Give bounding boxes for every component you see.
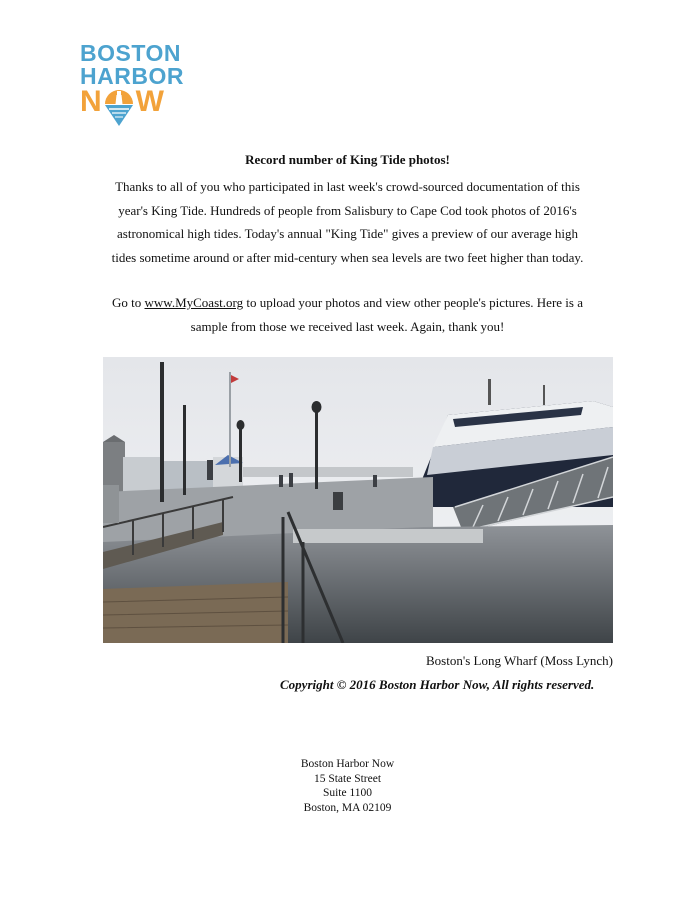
copyright-notice: Copyright © 2016 Boston Harbor Now, All rights reserved.: [280, 677, 595, 692]
photo-caption: Boston's Long Wharf (Moss Lynch): [426, 653, 613, 668]
logo-text-boston: BOSTON: [80, 40, 181, 66]
upload-line-1: [90, 291, 605, 315]
address-suite: Suite 1100: [322, 787, 373, 799]
logo-letter-n: N: [80, 85, 102, 118]
logo-text-harbor: HARBOR: [80, 63, 184, 89]
upload-line-2: sample from those we received last week. Again, thank you!: [190, 318, 505, 334]
newsletter-title: Record number of King Tide photos!: [245, 152, 450, 167]
boston-harbor-now-logo: [80, 42, 185, 128]
intro-paragraph: [90, 175, 605, 269]
mailing-address: [0, 757, 695, 815]
intro-line-2: year's King Tide. Hundreds of people from Salisbury to Cape Cod took photos of 2016's: [118, 202, 577, 218]
logo-letter-w: W: [135, 85, 164, 118]
upload-suffix: to upload your photos and view other people's pictures. Here is a: [243, 295, 583, 310]
intro-line-1: Thanks to all of you who participated in last week's crowd-sourced documentation of this: [115, 179, 580, 194]
long-wharf-flood-photo: [103, 357, 613, 643]
address-org: Boston Harbor Now: [300, 758, 395, 770]
mycoast-link[interactable]: www.MyCoast.org: [144, 295, 244, 310]
lighthouse-sunset-icon: [103, 88, 135, 128]
address-street: 15 State Street: [313, 772, 382, 785]
upload-prefix: Go to: [112, 295, 145, 310]
upload-paragraph: [90, 291, 605, 338]
intro-line-4: tides sometime around or after mid-century when sea levels are two feet higher than today.: [111, 249, 584, 265]
logo-now-row: [80, 85, 185, 118]
intro-line-3: astronomical high tides. Today's annual "King Tide" gives a preview of our average high: [117, 226, 578, 241]
address-city: Boston, MA 02109: [303, 801, 392, 814]
